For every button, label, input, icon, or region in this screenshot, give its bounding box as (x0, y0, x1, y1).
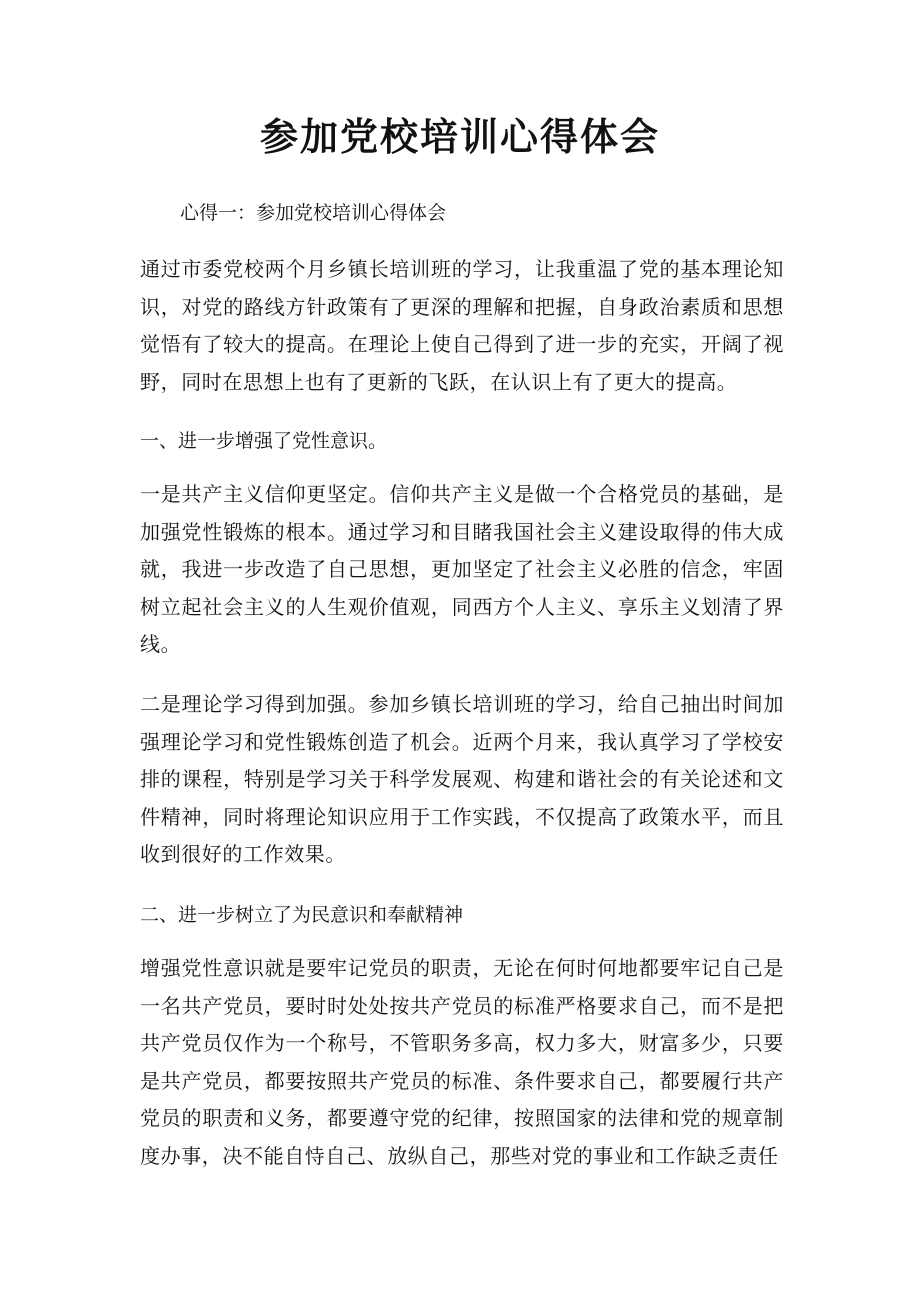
document-subtitle: 心得一：参加党校培训心得体会 (180, 202, 447, 224)
document-title: 参加党校培训心得体会 (259, 114, 660, 159)
paragraph-belief: 一是共产主义信仰更坚定。信仰共产主义是做一个合格党员的基础，是加强党性锻炼的根本。通过学习和目睹我国社会主义建设取得的伟大成就，我进一步改造了自己思想，更加坚定了社会主义必胜的信念，牢固树立起社会主义的人生观价值观，同西方个人主义、享乐主义划清了界线。 (140, 482, 784, 656)
paragraph-theory: 二是理论学习得到加强。参加乡镇长培训班的学习，给自己抽出时间加强理论学习和党性锻炼创造了机会。近两个月来，我认真学习了学校安排的课程，特别是学习关于科学发展观、构建和谐社会的有关论述和文件精神，同时将理论知识应用于工作实践，不仅提高了政策水平，而且收到很好的工作效果。 (140, 692, 784, 866)
paragraph-party-duty: 增强党性意识就是要牢记党员的职责，无论在何时何地都要牢记自己是一名共产党员，要时时处处按共产党员的标准严格要求自己，而不是把共产党员仅作为一个称号，不管职务多高，权力多大，财富多少，只要是共产党员，都要按照共产党员的标准、条件要求自己，都要履行共产党员的职责和义务，都要遵守党的纪律，按照国家的法律和党的规章制度办事，决不能自恃自己、放纵自己，那些对党的事业和工作缺乏责任 (140, 956, 784, 1168)
section-heading-2: 二、进一步树立了为民意识和奉献精神 (140, 904, 464, 926)
paragraph-intro: 通过市委党校两个月乡镇长培训班的学习，让我重温了党的基本理论知识，对党的路线方针政策有了更深的理解和把握，自身政治素质和思想觉悟有了较大的提高。在理论上使自己得到了进一步的充实，开阔了视野，同时在思想上也有了更新的飞跃，在认识上有了更大的提高。 (140, 257, 784, 394)
section-heading-1: 一、进一步增强了党性意识。 (140, 430, 388, 452)
